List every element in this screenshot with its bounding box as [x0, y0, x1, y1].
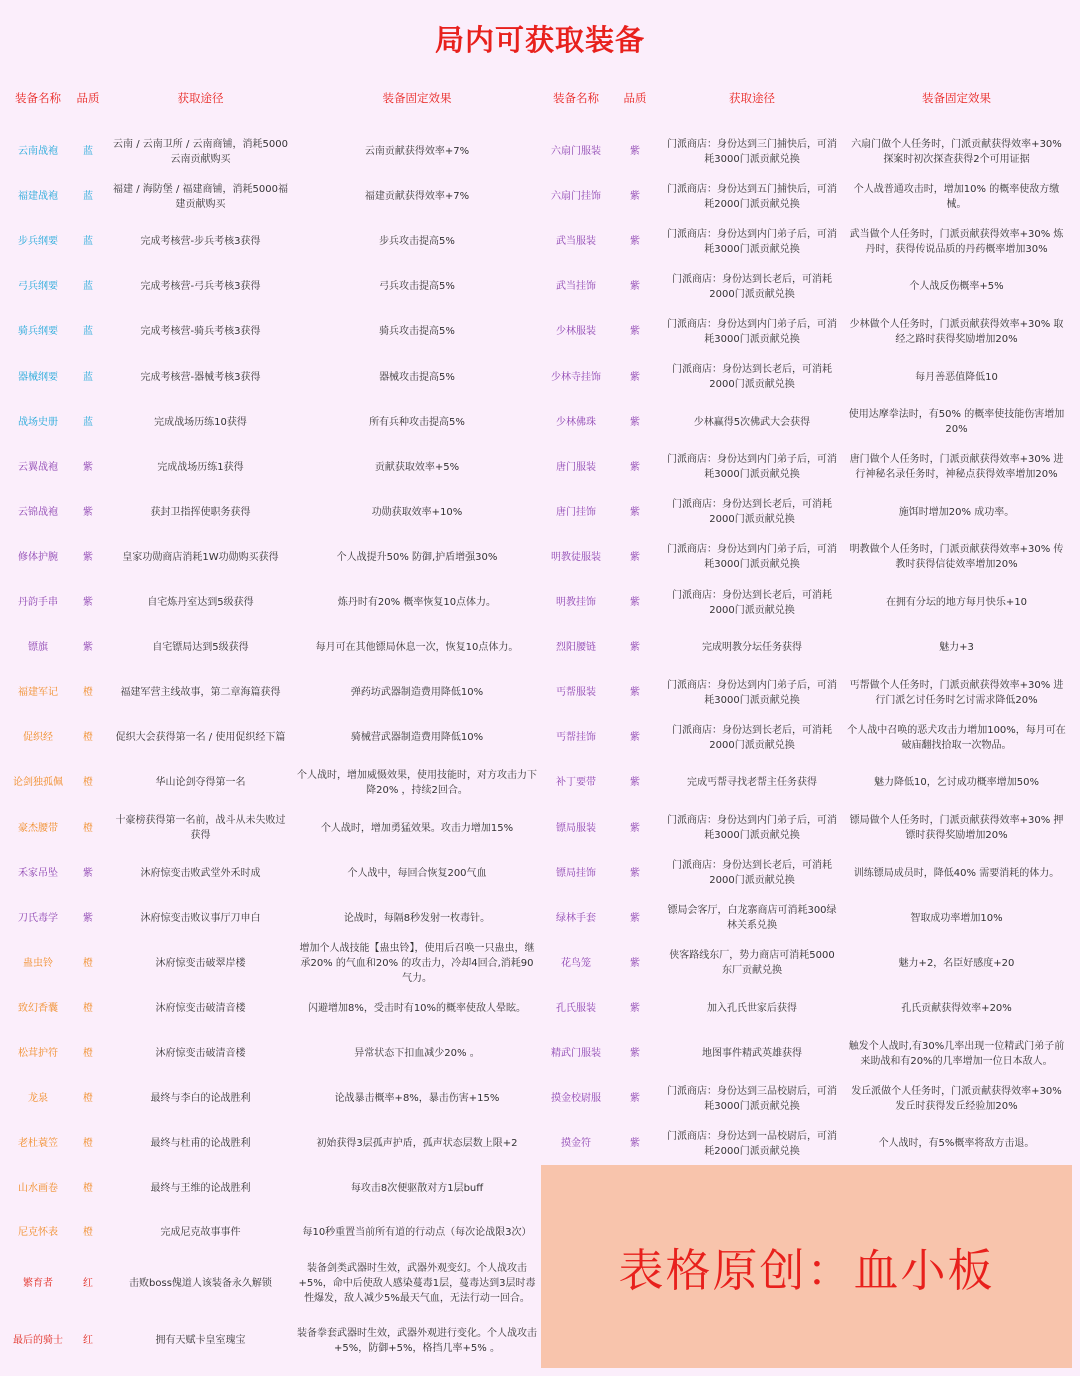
- cell-source-right: 门派商店：身份达到长老后，可消耗2000门派贡献兑换: [672, 724, 832, 751]
- cell-quality-left: 橙: [83, 1226, 93, 1238]
- cell-name-left: 龙泉: [28, 1093, 48, 1105]
- cell-source-right: 门派商店：身份达到三门捕快后，可消耗3000门派贡献兑换: [667, 138, 837, 165]
- cell-quality-left: 紫: [83, 461, 93, 473]
- cell-source-left: 最终与杜甫的论战胜利: [150, 1138, 251, 1150]
- cell-quality-left: 橙: [83, 732, 93, 744]
- cell-name-right: 明教徒服装: [551, 551, 601, 563]
- cell-quality-left: 橙: [83, 1048, 93, 1060]
- cell-source-left: 云南 / 云南卫所 / 云南商铺，消耗5000云南贡献购买: [113, 138, 288, 165]
- cell-source-right: 门派商店：身份达到长老后，可消耗2000门派贡献兑换: [672, 364, 832, 391]
- cell-name-right: 唐门服装: [556, 461, 596, 473]
- cell-name-left: 禾家吊坠: [18, 867, 58, 879]
- cell-effect-left: 个人战中，每回合恢复200气血: [347, 867, 487, 879]
- cell-source-left: 完成考核营-弓兵考核3获得: [140, 281, 261, 293]
- header-name-left: 装备名称: [15, 91, 61, 105]
- cell-effect-right: 魅力降低10，乞讨成功概率增加50%: [874, 777, 1039, 789]
- cell-effect-left: 炼丹时有20% 概率恢复10点体力。: [337, 597, 497, 609]
- cell-name-right: 摸金校尉服: [551, 1093, 601, 1105]
- cell-quality-right: 紫: [630, 506, 640, 518]
- cell-source-left: 自宅炼丹室达到5级获得: [147, 597, 254, 609]
- cell-name-left: 战场史册: [18, 416, 58, 428]
- cell-quality-right: 紫: [630, 732, 640, 744]
- cell-name-left: 福建军记: [18, 687, 58, 699]
- cell-source-left: 沐府惊变击败议事厅刀申白: [140, 912, 261, 924]
- cell-source-left: 沐府惊变击破翠岸楼: [155, 957, 246, 969]
- cell-name-left: 镖旗: [28, 642, 48, 654]
- cell-quality-right: 紫: [630, 777, 640, 789]
- cell-name-left: 松茸护符: [18, 1048, 58, 1060]
- cell-name-right: 丐帮挂饰: [556, 732, 596, 744]
- cell-name-left: 骑兵纲要: [18, 326, 58, 338]
- cell-effect-right: 孔氏贡献获得效率+20%: [901, 1002, 1012, 1014]
- cell-name-right: 丐帮服装: [556, 687, 596, 699]
- cell-name-right: 补丁要带: [556, 777, 596, 789]
- cell-effect-left: 骑兵攻击提高5%: [379, 326, 455, 338]
- cell-name-left: 云翼战袍: [18, 461, 58, 473]
- cell-quality-left: 蓝: [83, 191, 93, 203]
- cell-quality-left: 紫: [83, 597, 93, 609]
- cell-source-left: 沐府惊变击破清音楼: [155, 1048, 246, 1060]
- cell-effect-left: 装备剑类武器时生效，武器外观变幻。个人战攻击+5%，命中后使敌人感染蔓毒1层，蔓毒达到3层时毒性爆发，敌人减少5%最天气血，无法行动一回合。: [298, 1262, 536, 1304]
- cell-source-right: 门派商店：身份达到长老后，可消耗2000门派贡献兑换: [672, 589, 832, 616]
- cell-effect-right: 每月善恶值降低10: [915, 371, 998, 383]
- cell-name-left: 论剑独孤佩: [13, 777, 63, 789]
- cell-effect-right: 发丘派做个人任务时，门派贡献获得效率+30% 发丘时获得发丘经验加20%: [851, 1085, 1062, 1112]
- cell-quality-right: 紫: [630, 822, 640, 834]
- cell-quality-left: 蓝: [83, 416, 93, 428]
- cell-name-left: 弓兵纲要: [18, 281, 58, 293]
- cell-name-right: 六扇门服装: [551, 146, 601, 158]
- cell-quality-left: 橙: [83, 1138, 93, 1150]
- cell-name-left: 刀氏毒学: [18, 912, 58, 924]
- cell-quality-left: 红: [83, 1277, 93, 1289]
- cell-source-left: 完成考核营-器械考核3获得: [140, 371, 261, 383]
- cell-name-left: 尼克怀表: [18, 1226, 58, 1238]
- cell-effect-left: 闪避增加8%，受击时有10%的概率使敌人晕眩。: [307, 1002, 527, 1014]
- header-effect-left: 装备固定效果: [382, 91, 452, 105]
- cell-name-left: 促织经: [23, 732, 53, 744]
- cell-quality-left: 橙: [83, 687, 93, 699]
- cell-name-right: 花鸟笼: [561, 957, 591, 969]
- cell-effect-left: 初始获得3层孤声护盾，孤声状态层数上限+2: [316, 1138, 518, 1150]
- cell-quality-right: 紫: [630, 326, 640, 338]
- cell-source-right: 门派商店：身份达到三品校尉后，可消耗3000门派贡献兑换: [667, 1085, 837, 1112]
- cell-quality-right: 紫: [630, 597, 640, 609]
- cell-source-right: 门派商店：身份达到内门弟子后，可消耗3000门派贡献兑换: [667, 454, 837, 481]
- cell-source-left: 完成战场历练10获得: [154, 416, 247, 428]
- cell-source-right: 门派商店：身份达到一品校尉后，可消耗2000门派贡献兑换: [667, 1130, 837, 1157]
- cell-quality-left: 橙: [83, 1093, 93, 1105]
- cell-source-right: 门派商店：身份达到内门弟子后，可消耗3000门派贡献兑换: [667, 544, 837, 571]
- cell-effect-left: 装备拳套武器时生效，武器外观进行变化。个人战攻击+5%，防御+5%，格挡几率+5% 。: [297, 1327, 537, 1354]
- cell-quality-right: 紫: [630, 687, 640, 699]
- cell-name-right: 明教挂饰: [556, 597, 596, 609]
- cell-effect-left: 器械攻击提高5%: [379, 371, 455, 383]
- cell-effect-left: 每攻击8次便驱散对方1层buff: [350, 1183, 484, 1195]
- cell-quality-left: 紫: [83, 506, 93, 518]
- cell-source-right: 门派商店：身份达到内门弟子后，可消耗3000门派贡献兑换: [667, 228, 837, 255]
- cell-effect-left: 个人战提升50% 防御,护盾增强30%: [336, 551, 498, 563]
- cell-effect-right: 魅力+2，名臣好感度+20: [898, 957, 1015, 969]
- cell-name-right: 武当服装: [556, 236, 596, 248]
- cell-quality-left: 蓝: [83, 326, 93, 338]
- cell-source-left: 促织大会获得第一名 / 使用促织经下篇: [115, 732, 286, 744]
- cell-effect-left: 个人战时，增加勇猛效果。攻击力增加15%: [320, 822, 514, 834]
- cell-source-left: 完成战场历练1获得: [157, 461, 244, 473]
- cell-quality-left: 红: [83, 1335, 93, 1346]
- cell-name-left: 云南战袍: [18, 146, 58, 158]
- cell-source-left: 完成考核营-骑兵考核3获得: [140, 326, 261, 338]
- cell-effect-right: 智取成功率增加10%: [910, 912, 1003, 924]
- header-name-right: 装备名称: [553, 91, 599, 105]
- cell-name-right: 唐门挂饰: [556, 506, 596, 518]
- cell-name-left: 豪杰腰带: [18, 822, 58, 834]
- cell-source-right: 门派商店：身份达到长老后，可消耗2000门派贡献兑换: [672, 499, 832, 526]
- cell-source-left: 华山论剑夺得第一名: [155, 777, 246, 789]
- cell-quality-left: 蓝: [83, 236, 93, 248]
- cell-effect-right: 触发个人战时,有30%几率出现一位精武门弟子前来助战和有20%的几率增加一位日本敌人。: [848, 1040, 1065, 1067]
- credit-box: [541, 1165, 1072, 1368]
- cell-source-left: 完成考核营-步兵考核3获得: [140, 236, 261, 248]
- cell-source-right: 门派商店：身份达到五门捕快后，可消耗2000门派贡献兑换: [667, 183, 837, 210]
- cell-source-left: 最终与王维的论战胜利: [150, 1183, 251, 1195]
- cell-name-left: 老杜蓑笠: [18, 1138, 58, 1150]
- cell-effect-right: 个人战普通攻击时，增加10% 的概率使敌方缴械。: [853, 183, 1060, 210]
- cell-source-right: 少林赢得5次佛武大会获得: [693, 416, 811, 428]
- cell-quality-left: 蓝: [83, 281, 93, 293]
- cell-source-left: 击败boss傀道人该装备永久解锁: [129, 1277, 272, 1289]
- cell-quality-left: 紫: [83, 642, 93, 654]
- cell-quality-right: 紫: [630, 1048, 640, 1060]
- cell-effect-right: 魅力+3: [939, 642, 974, 654]
- cell-name-right: 烈阳腰链: [556, 642, 596, 654]
- cell-effect-left: 骑械营武器制造费用降低10%: [350, 732, 484, 744]
- cell-name-right: 少林佛珠: [556, 416, 596, 428]
- cell-effect-left: 论战时，每隔8秒发射一枚毒针。: [343, 912, 491, 924]
- cell-name-right: 镖局服装: [556, 822, 596, 834]
- cell-name-left: 致幻香囊: [18, 1002, 58, 1014]
- cell-source-left: 沐府惊变击败武堂外禾时成: [140, 867, 261, 879]
- cell-effect-right: 六扇门做个人任务时，门派贡献获得效率+30% 探案时初次探查获得2个可用证据: [851, 138, 1062, 165]
- cell-name-left: 云锦战袍: [18, 506, 58, 518]
- cell-quality-right: 紫: [630, 461, 640, 473]
- cell-quality-right: 紫: [630, 1002, 640, 1014]
- cell-quality-right: 紫: [630, 867, 640, 879]
- cell-quality-right: 紫: [630, 371, 640, 383]
- cell-quality-left: 蓝: [83, 371, 93, 383]
- cell-source-left: 皇家功勋商店消耗1W功勋购买获得: [122, 551, 279, 563]
- cell-effect-left: 贡献获取效率+5%: [374, 461, 460, 473]
- cell-quality-left: 紫: [83, 551, 93, 563]
- cell-name-left: 繁育者: [23, 1277, 53, 1289]
- cell-quality-right: 紫: [630, 281, 640, 293]
- cell-name-right: 绿林手套: [556, 912, 596, 924]
- cell-effect-left: 所有兵种攻击提高5%: [369, 416, 465, 428]
- cell-name-right: 六扇门挂饰: [551, 191, 601, 203]
- header-source-left: 获取途径: [177, 91, 224, 105]
- cell-effect-left: 增加个人战技能【蛊虫铃】，使用后召唤一只蛊虫，继承20% 的气血和20% 的攻击力，冷却4回合,消耗90气力。: [299, 942, 535, 984]
- cell-source-right: 完成丐帮寻找老帮主任务获得: [687, 777, 817, 789]
- cell-effect-left: 弹药坊武器制造费用降低10%: [350, 687, 484, 699]
- cell-name-left: 山水画卷: [18, 1183, 58, 1195]
- cell-effect-left: 云南贡献获得效率+7%: [364, 146, 470, 158]
- cell-quality-left: 橙: [83, 822, 93, 834]
- cell-name-left: 福建战袍: [18, 191, 58, 203]
- cell-quality-right: 紫: [630, 236, 640, 248]
- page-title: 局内可获取装备: [434, 23, 645, 57]
- cell-source-left: 沐府惊变击破清音楼: [155, 1002, 246, 1014]
- cell-effect-right: 训练镖局成员时，降低40% 需要消耗的体力。: [853, 867, 1060, 879]
- cell-effect-left: 论战暴击概率+8%，暴击伤害+15%: [334, 1093, 500, 1105]
- cell-effect-right: 个人战中召唤的恶犬攻击力增加100%，每月可在破庙翻找拾取一次物品。: [847, 724, 1066, 751]
- cell-source-right: 门派商店：身份达到内门弟子后，可消耗3000门派贡献兑换: [667, 815, 837, 842]
- cell-effect-right: 唐门做个人任务时，门派贡献获得效率+30% 进行神秘名录任务时，神秘点获得效率增加20%: [849, 454, 1064, 481]
- cell-effect-right: 少林做个人任务时，门派贡献获得效率+30% 取经之路时获得奖励增加20%: [849, 318, 1064, 345]
- header-quality-right: 品质: [623, 91, 647, 105]
- cell-name-right: 武当挂饰: [556, 281, 596, 293]
- cell-effect-left: 每10秒重置当前所有道的行动点（每次论战限3次）: [302, 1226, 532, 1238]
- header-effect-right: 装备固定效果: [922, 91, 991, 105]
- cell-effect-left: 步兵攻击提高5%: [379, 236, 455, 248]
- cell-source-left: 最终与李白的论战胜利: [150, 1093, 251, 1105]
- cell-name-right: 少林寺挂饰: [551, 371, 601, 383]
- cell-quality-left: 紫: [83, 912, 93, 924]
- cell-quality-right: 紫: [630, 416, 640, 428]
- cell-source-left: 自宅镖局达到5级获得: [152, 642, 249, 654]
- cell-name-left: 器械纲要: [18, 371, 58, 383]
- cell-source-right: 门派商店：身份达到长老后，可消耗2000门派贡献兑换: [672, 273, 832, 300]
- cell-source-right: 门派商店：身份达到内门弟子后，可消耗3000门派贡献兑换: [667, 679, 837, 706]
- cell-effect-right: 使用达摩拳法时，有50% 的概率使技能伤害增加20%: [848, 409, 1065, 436]
- cell-name-right: 摸金符: [561, 1138, 591, 1150]
- cell-name-right: 精武门服装: [551, 1048, 601, 1060]
- cell-quality-right: 紫: [630, 957, 640, 969]
- cell-source-left: 福建 / 海防堡 / 福建商铺，消耗5000福建贡献购买: [113, 183, 288, 210]
- cell-quality-left: 橙: [83, 1183, 93, 1195]
- cell-quality-left: 蓝: [83, 146, 93, 158]
- cell-quality-left: 橙: [83, 957, 93, 969]
- cell-effect-left: 福建贡献获得效率+7%: [364, 191, 470, 203]
- cell-effect-right: 明教做个人任务时，门派贡献获得效率+30% 传教时获得信徒效率增加20%: [849, 544, 1064, 571]
- cell-quality-right: 紫: [630, 1093, 640, 1105]
- cell-effect-left: 个人战时，增加威慑效果，使用技能时，对方攻击力下降20% ，持续2回合。: [297, 769, 537, 796]
- cell-quality-right: 紫: [630, 146, 640, 158]
- cell-source-left: 获封卫指挥使职务获得: [150, 506, 251, 518]
- cell-quality-right: 紫: [630, 912, 640, 924]
- cell-effect-right: 在拥有分坛的地方每月快乐+10: [885, 597, 1028, 609]
- cell-name-right: 镖局挂饰: [556, 867, 596, 879]
- cell-source-right: 镖局会客厅，白龙寨商店可消耗300绿林关系兑换: [667, 905, 837, 932]
- cell-name-right: 少林服装: [556, 326, 596, 338]
- cell-quality-left: 橙: [83, 1002, 93, 1014]
- cell-source-left: 十豪榜获得第一名前，战斗从未失败过获得: [115, 815, 286, 842]
- credit-text: 表格原创：血小板: [618, 1244, 995, 1297]
- cell-quality-left: 紫: [83, 867, 93, 879]
- header-quality-left: 品质: [76, 91, 100, 105]
- cell-name-left: 最后的骑士: [13, 1335, 63, 1346]
- cell-name-left: 修体护腕: [18, 551, 58, 563]
- cell-source-right: 门派商店：身份达到长老后，可消耗2000门派贡献兑换: [672, 860, 832, 887]
- cell-effect-left: 每月可在其他镖局休息一次，恢复10点体力。: [315, 642, 519, 654]
- cell-source-left: 福建军营主线故事，第二章海篇获得: [120, 687, 281, 699]
- cell-source-right: 门派商店：身份达到内门弟子后，可消耗3000门派贡献兑换: [667, 318, 837, 345]
- cell-quality-right: 紫: [630, 551, 640, 563]
- cell-effect-right: 武当做个人任务时，门派贡献获得效率+30% 炼丹时，获得传说品质的丹药概率增加30%: [849, 228, 1064, 255]
- cell-effect-left: 功勋获取效率+10%: [371, 506, 463, 518]
- cell-quality-right: 紫: [630, 191, 640, 203]
- cell-name-left: 步兵纲要: [18, 236, 58, 248]
- cell-source-right: 侠客路线东厂，势力商店可消耗5000东厂贡献兑换: [669, 950, 835, 977]
- cell-source-right: 加入孔氏世家后获得: [707, 1002, 797, 1014]
- cell-source-left: 完成尼克故事事件: [160, 1226, 241, 1238]
- cell-quality-left: 橙: [83, 777, 93, 789]
- cell-source-right: 完成明教分坛任务获得: [702, 642, 802, 654]
- cell-effect-right: 丐帮做个人任务时，门派贡献获得效率+30% 进行门派乞讨任务时乞讨需求降低20%: [849, 679, 1064, 706]
- cell-effect-left: 弓兵攻击提高5%: [379, 281, 455, 293]
- cell-effect-left: 异常状态下扣血减少20% 。: [354, 1048, 480, 1060]
- cell-effect-right: 个人战反伤概率+5%: [909, 281, 1004, 293]
- cell-effect-right: 个人战时，有5%概率将敌方击退。: [878, 1138, 1035, 1150]
- cell-effect-right: 镖局做个人任务时，门派贡献获得效率+30% 押镖时获得奖励增加20%: [849, 815, 1064, 842]
- cell-name-left: 丹韵手串: [18, 597, 58, 609]
- cell-name-right: 孔氏服装: [556, 1002, 596, 1014]
- cell-name-left: 蛊虫铃: [23, 957, 53, 969]
- cell-quality-right: 紫: [630, 1138, 640, 1150]
- header-source-right: 获取途径: [729, 91, 775, 105]
- cell-quality-right: 紫: [630, 642, 640, 654]
- cell-effect-right: 施饵时增加20% 成功率。: [898, 506, 1015, 518]
- cell-source-right: 地图事件精武英雄获得: [702, 1048, 802, 1060]
- cell-source-left: 拥有天赋卡皇室瑰宝: [155, 1335, 246, 1346]
